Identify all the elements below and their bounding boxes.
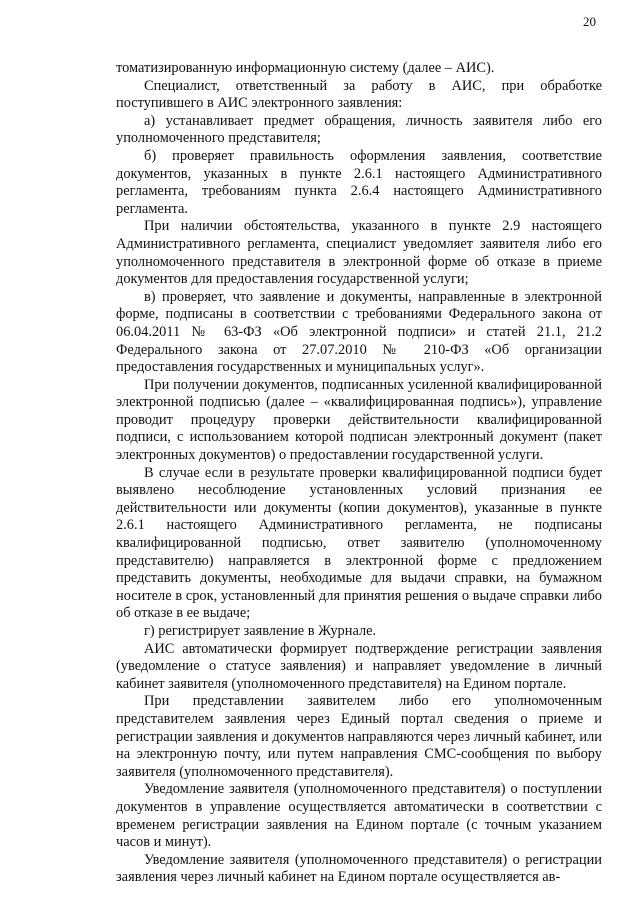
paragraph: АИС автоматически формирует подтверждение регистрации заявления (уведомление о статусе заявления) и направляет уведомление в личный кабинет заявителя (уполномоченного представителя) на Едином портале. bbox=[116, 640, 602, 692]
paragraph: в) проверяет, что заявление и документы, направленные в электронной форме, подписаны в соответствии с требованиями Федерального закона от 06.04.2011 № 63-ФЗ «Об электронной подписи» и статей 21.1, 21.2 Федерального закона от 27.07.2010 № 210-ФЗ «Об организации предоставления государственных и муниципальных услуг». bbox=[116, 288, 602, 376]
page-number: 20 bbox=[583, 14, 596, 29]
paragraph: б) проверяет правильность оформления заявления, соответствие документов, указанных в пункте 2.6.1 настоящего Административного регламента, требованиям пункта 2.6.4 настоящего Административного регламента. bbox=[116, 147, 602, 217]
paragraph: Уведомление заявителя (уполномоченного представителя) о регистрации заявления через личный кабинет на Едином портале осуществляется ав- bbox=[116, 851, 602, 886]
paragraph: В случае если в результате проверки квалифицированной подписи будет выявлено несоблюдение установленных условий признания ее действительности или документы (копии документов), указанные в пункте 2.6.1 настоящего Административного регламента, не подписаны квалифицированной подписью, ответ заявителю (уполномоченному представителю) направляется в электронной форме с предложением представить документы, необходимые для выдачи справки, на бумажном носителе в срок, установленный для принятия решения о выдаче справки либо об отказе в ее выдаче; bbox=[116, 464, 602, 622]
document-body bbox=[116, 60, 602, 887]
paragraph: г) регистрирует заявление в Журнале. bbox=[144, 623, 377, 639]
paragraph: Уведомление заявителя (уполномоченного представителя) о поступлении документов в управление осуществляется автоматически в соответствии с временем регистрации заявления на Едином портале (с точным указанием часов и минут). bbox=[116, 781, 602, 851]
paragraph: а) устанавливает предмет обращения, личность заявителя либо его уполномоченного представителя; bbox=[116, 112, 602, 147]
paragraph: При получении документов, подписанных усиленной квалифицированной электронной подписью (далее – «квалифицированная подпись»), управление проводит процедуру проверки действительности квалифицированной подписи, с использованием которой подписан электронный документ (пакет электронных документов) о предоставлении государственной услуги. bbox=[116, 376, 602, 464]
paragraph: томатизированную информационную систему (далее – АИС). bbox=[116, 60, 495, 76]
paragraph: Специалист, ответственный за работу в АИС, при обработке поступившего в АИС электронного заявления: bbox=[116, 77, 602, 112]
paragraph: При представлении заявителем либо его уполномоченным представителем заявления через Единый портал сведения о приеме и регистрации заявления и документов направляются через личный кабинет, или на электронную почту, или путем направления СМС-сообщения по выбору заявителя (уполномоченного представителя). bbox=[116, 693, 602, 780]
paragraph: При наличии обстоятельства, указанного в пункте 2.9 настоящего Административного регламента, специалист уведомляет заявителя либо его уполномоченного представителя в электронной форме об отказе в приеме документов для предоставления государственной услуги; bbox=[116, 218, 602, 288]
